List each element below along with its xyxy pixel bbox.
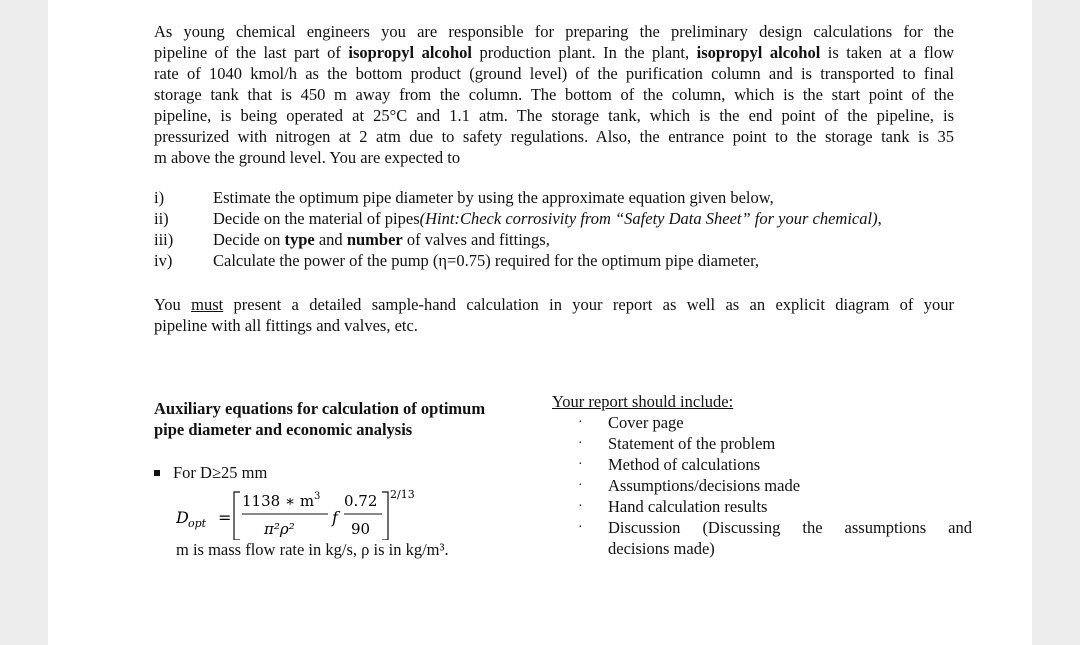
list-item: · Assumptions/decisions made bbox=[578, 476, 801, 495]
intro-line: m above the ground level. You are expected to bbox=[154, 148, 461, 167]
list-item: · Discussion (Discussing the assumptions and decisions made) bbox=[578, 518, 972, 558]
task-list bbox=[154, 187, 882, 271]
svg-text:=: = bbox=[218, 508, 232, 527]
must-paragraph bbox=[154, 294, 954, 336]
list-item: · Hand calculation results bbox=[578, 497, 768, 516]
list-item: i) Estimate the optimum pipe diameter by using the approximate equation given below, bbox=[154, 188, 774, 207]
intro-line: As young chemical engineers you are responsible for preparing the preliminary design calculations for the bbox=[154, 22, 954, 41]
eq-numerator-exp: 3 bbox=[314, 491, 321, 502]
must-line: You must present a detailed sample-hand calculation in your report as well as an explicit diagram of your bbox=[154, 295, 955, 314]
optimum-diameter-equation bbox=[176, 484, 436, 540]
list-item: · Statement of the problem bbox=[578, 434, 776, 453]
intro-line: pipeline of the last part of isopropyl alcohol production plant. In the plant, isopropyl alcohol is taken at a flow bbox=[154, 43, 954, 62]
intro-line: pipeline, is being operated at 25°C and 1.1 atm. The storage tank, which is the end point of the pipeline, is bbox=[154, 106, 954, 125]
equation-note: m is mass flow rate in kg/s, ρ is in kg/m³. bbox=[176, 540, 449, 559]
eq-exponent: 2/13 bbox=[390, 488, 415, 501]
condition-bullet: For D≥25 mm bbox=[154, 463, 267, 483]
eq-denominator-2: 90 bbox=[351, 520, 371, 538]
list-item: · Cover page bbox=[578, 413, 684, 432]
eq-f: f bbox=[332, 508, 338, 527]
eq-lhs: D bbox=[176, 508, 189, 527]
aux-heading: Auxiliary equations for calculation of optimum pipe diameter and economic analysis bbox=[154, 399, 486, 439]
list-item: · Method of calculations bbox=[578, 455, 761, 474]
bullet-icon bbox=[154, 470, 160, 476]
intro-line: rate of 1040 kmol/h as the bottom product (ground level) of the purification column and is transported to final bbox=[154, 64, 954, 83]
report-requirements bbox=[552, 391, 972, 559]
intro-line: pressurized with nitrogen at 2 atm due to safety regulations. Also, the entrance point to the storage tank is 35 bbox=[154, 127, 954, 146]
eq-numerator: 1138 ∗ m bbox=[242, 492, 315, 510]
document-page bbox=[48, 0, 1032, 645]
eq-lhs-sub: opt bbox=[188, 517, 207, 530]
must-line: pipeline with all fittings and valves, etc. bbox=[154, 316, 418, 335]
intro-paragraph bbox=[154, 21, 954, 168]
eq-denominator: π²ρ² bbox=[264, 520, 295, 538]
report-title: Your report should include: bbox=[552, 392, 734, 411]
list-item: iv) Calculate the power of the pump (η=0.75) required for the optimum pipe diameter, bbox=[154, 251, 760, 270]
list-item: iii) Decide on type and number of valves and fittings, bbox=[154, 230, 550, 249]
list-item: ii) Decide on the material of pipes (Hint:Check corrosivity from “Safety Data Sheet” for your chemical) , bbox=[154, 209, 882, 228]
eq-numerator-2: 0.72 bbox=[344, 492, 378, 510]
intro-line: storage tank that is 450 m away from the column. The bottom of the column, which is the start point of the bbox=[154, 85, 954, 104]
